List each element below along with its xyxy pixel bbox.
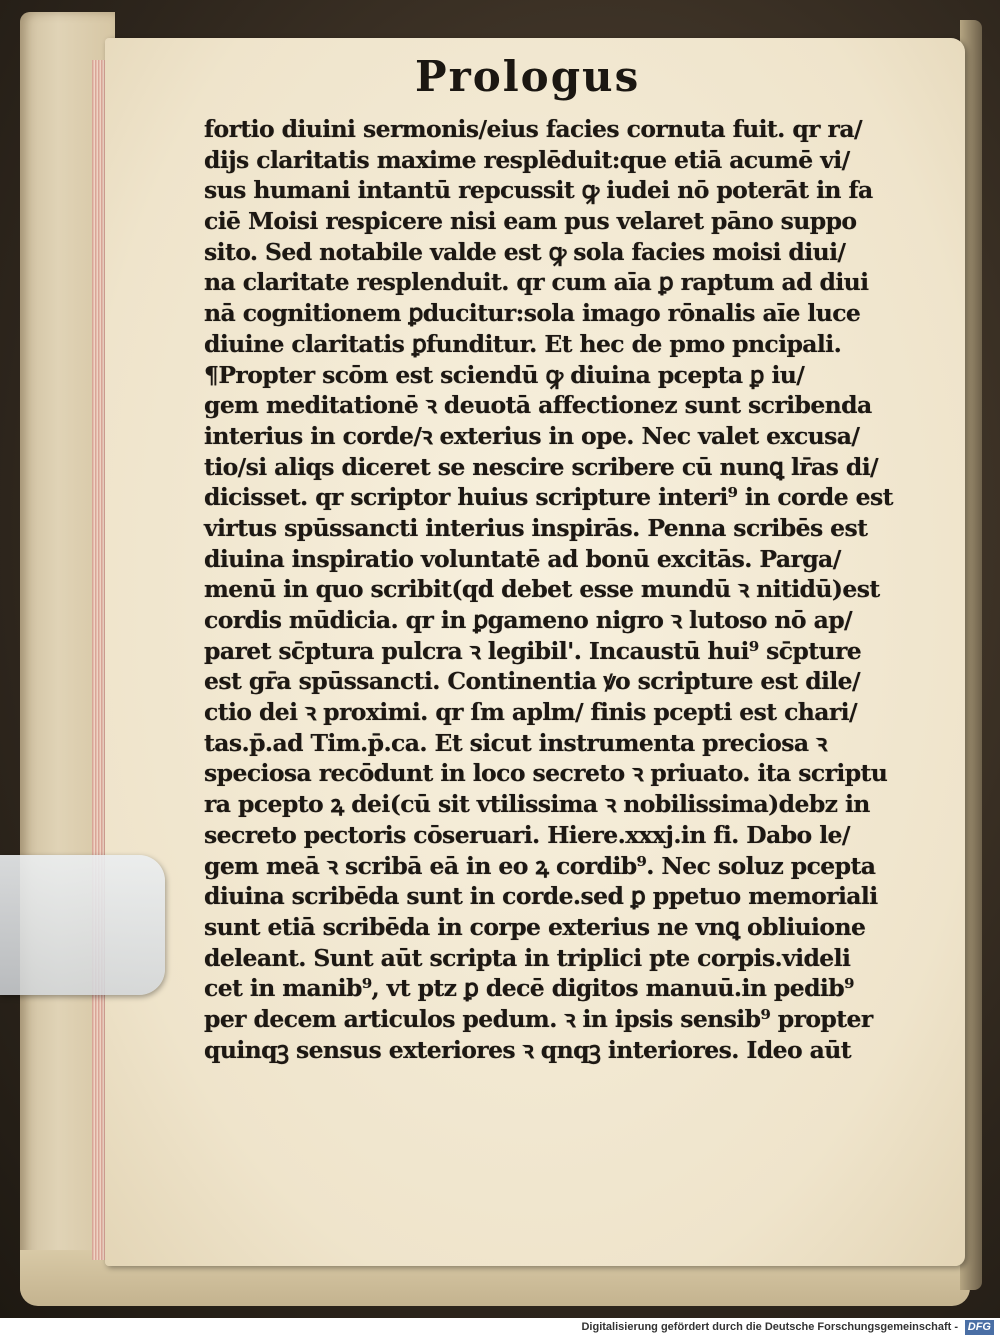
text-line: menū in quo scribit(qd debet esse mundū ꝛ nitidū)est — [204, 575, 880, 604]
text-line: est gr̄a spūssancti. Continentia ꝟo scripture est dile/ — [204, 667, 861, 696]
text-line: cet in manib⁹, vt ptz ꝑ decē digitos manuū.in pedib⁹ — [204, 974, 854, 1003]
text-line: ra pcepto ꝝ dei(cū sit vtilissima ꝛ nobilissima)debz in — [204, 790, 870, 819]
page-edges — [92, 60, 106, 1260]
text-line: tio/si aliqs diceret se nescire scribere cū nunꝗ lr̄as di/ — [204, 452, 879, 481]
text-line: na claritate resplenduit. qr cum aīa ꝑ raptum ad diui — [204, 268, 869, 297]
text-line: diuine claritatis ꝑfunditur. Et hec de pmo pncipali. — [204, 329, 842, 358]
text-line: ¶Propter scōm est sciendū ꝙ diuina pcepta ꝑ iu/ — [204, 360, 805, 389]
text-line: sito. Sed notabile valde est ꝙ sola facies moisi diui/ — [204, 237, 846, 266]
text-line: ciē Moisi respicere nisi eam pus velaret pāno suppo — [204, 207, 857, 236]
text-line: diuina inspiratio voluntatē ad bonū excitās. Parga/ — [204, 544, 841, 573]
text-line: dijs claritatis maxime resplēduit:que etiā acumē vi/ — [204, 145, 850, 174]
running-head: Prologus — [415, 52, 641, 101]
text-line: virtus spūssancti interius inspirās. Penna scribēs est — [204, 513, 868, 542]
text-line: interius in corde/ꝛ exterius in ope. Nec valet excusa/ — [204, 421, 860, 450]
text-line: secreto pectoris cōseruari. Hiere.xxxj.in fi. Dabo le/ — [204, 820, 850, 849]
text-line: fortio diuini sermonis/eius facies cornuta fuit. qr ra/ — [204, 115, 862, 143]
text-line: gem meā ꝛ scribā eā in eo ꝝ cordib⁹. Nec soluz pcepta — [204, 851, 876, 880]
text-line: diuina scribēda sunt in corde.sed ꝑ ppetuo memoriali — [204, 882, 878, 911]
text-line: quinqꝫ sensus exteriores ꝛ qnqꝫ interiores. Ideo aūt — [204, 1035, 852, 1064]
text-line: per decem articulos pedum. ꝛ in ipsis sensib⁹ propter — [204, 1004, 873, 1033]
text-block — [204, 114, 893, 1065]
text-line: speciosa recōdunt in loco secreto ꝛ priuato. ita scriptu — [204, 759, 888, 788]
text-line: gem meditationē ꝛ deuotā affectionez sunt scribenda — [204, 391, 872, 420]
text-line: sus humani intantū repcussit ꝙ iudei nō poterāt in fa — [204, 176, 873, 205]
dfg-logo: DFG — [965, 1320, 994, 1335]
text-line: dicisset. qr scriptor huius scripture interi⁹ in corde est — [204, 483, 893, 512]
text-line: cordis mūdicia. qr in ꝑgameno nigro ꝛ lutoso nō ap/ — [204, 606, 853, 634]
text-line: deleant. Sunt aūt scripta in triplici pte corpis.videli — [204, 943, 851, 972]
funding-credit: Digitalisierung gefördert durch die Deutsche Forschungsgemeinschaft - — [581, 1321, 958, 1333]
text-line: ctio dei ꝛ proximi. qr ſm aplm/ finis pcepti est chari/ — [204, 698, 857, 727]
text-line: tas.p̄.ad Tim.p̄.ca. Et sicut instrumenta preciosa ꝛ — [204, 728, 827, 757]
text-line: paret sc̄ptura pulcra ꝛ legibil'. Incaustū hui⁹ sc̄pture — [204, 636, 862, 665]
text-line: nā cognitionem ꝑducitur:sola imago rōnalis aīe luce — [204, 299, 861, 328]
page-marker-tab — [0, 855, 165, 995]
text-line: sunt etiā scribēda in corpe exterius ne vnꝗ obliuione — [204, 912, 866, 941]
